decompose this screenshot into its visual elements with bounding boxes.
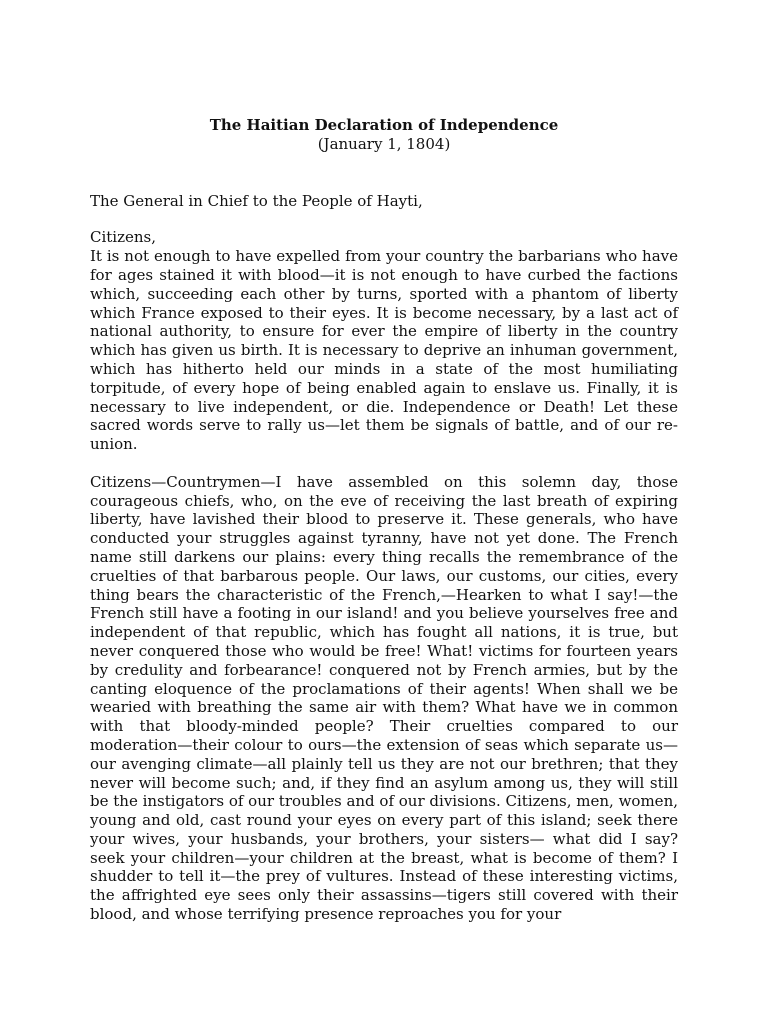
- document-title: The Haitian Declaration of Independence: [209, 116, 559, 134]
- paragraph-1: It is not enough to have expelled from your country the barbarians who have for ages stained it with blood—it is not enough to have curbed the factions which, succeeding each other by turns, sported with a phantom of liberty which France exposed to their eyes. It is become necessary, by a last act of national authority, to ensure for ever the empire of liberty in the country which has given us birth. It is necessary to deprive an inhuman government, which has hitherto held our minds in a state of the most humiliating torpitude, of every hope of being enabled again to enslave us. Finally, it is necessary to live independent, or die. Independence or Death! Let these sacred words serve to rally us—let them be signals of battle, and of our re-union.: [90, 247, 678, 454]
- document-page: [90, 116, 678, 924]
- document-date: (January 1, 1804): [317, 134, 451, 153]
- address-line: Citizens,: [90, 228, 157, 247]
- paragraph-2: Citizens—Countrymen—I have assembled on this solemn day, those courageous chiefs, who, on the eve of receiving the last breath of expiring liberty, have lavished their blood to preserve it. These generals, who have conducted your struggles against tyranny, have not yet done. The French name still darkens our plains: every thing recalls the remembrance of the cruelties of that barbarous people. Our laws, our customs, our cities, every thing bears the characteristic of the French,—Hearken to what I say!—the French still have a footing in our island! and you believe yourselves free and independent of that republic, which has fought all nations, it is true, but never conquered those who would be free! What! victims for fourteen years by credulity and forbearance! conquered not by French armies, but by the canting eloquence of the proclamations of their agents! When shall we be wearied with breathing the same air with them? What have we in common with that bloody-minded people? Their cruelties compared to our moderation—their colour to ours—the extension of seas which separate us—our avenging climate—all plainly tell us they are not our brethren; that they never will become such; and, if they find an asylum among us, they will still be the instigators of our troubles and of our divisions. Citizens, men, women, young and old, cast round your eyes on every part of this island; seek there your wives, your husbands, your brothers, your sisters— what did I say? seek your children—your children at the breast, what is become of them? I shudder to tell it—the prey of vultures. Instead of these interesting victims, the affrighted eye sees only their assassins—tigers still covered with their blood, and whose terrifying presence reproaches you for your: [90, 472, 678, 924]
- salutation: The General in Chief to the People of Hayti,: [90, 191, 423, 210]
